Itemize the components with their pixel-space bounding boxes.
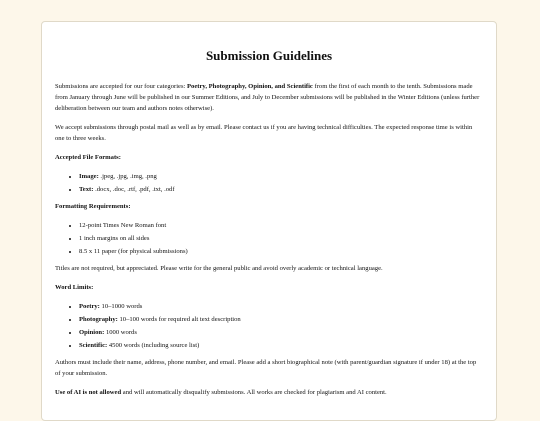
- list-item: [79, 171, 483, 182]
- list-item: • 8.5 x 11 paper (for physical submissions): [79, 246, 483, 257]
- list-item: [79, 340, 483, 351]
- list-item-label: Scientific:: [79, 342, 108, 349]
- intro-text-pre: Submissions are accepted for our four categories:: [55, 83, 188, 90]
- list-item: [79, 301, 483, 312]
- contact-paragraph: We accept submissions through postal mail as well as by email. Please contact us if you are having technical difficulties. The expected response time is within one to three weeks.: [55, 124, 473, 142]
- list-item-label: Text:: [79, 186, 94, 193]
- word-limits-heading: Word Limits:: [55, 284, 94, 291]
- titles-paragraph: Titles are not required, but appreciated. Please write for the general public and avoid overly academic or technical language.: [55, 265, 383, 272]
- list-item: [79, 184, 483, 195]
- list-item-value: .docx, .doc, .rtf, .pdf, .txt, .odf: [93, 186, 175, 193]
- list-item-label: Opinion:: [79, 329, 105, 336]
- file-formats-heading: Accepted File Formats:: [55, 154, 121, 161]
- list-item-value: .jpeg, .jpg, .img, .png: [98, 173, 157, 180]
- word-limits-list: [55, 301, 483, 351]
- formatting-heading: Formatting Requirements:: [55, 203, 131, 210]
- list-item: • 1 inch margins on all sides: [79, 233, 483, 244]
- intro-text-post: from the first of each month to the tenth. Submissions made from January through June will be published in our Summer Editions, and July to December submissions will be published in the Winter Editions (unless further deliberation between our team and authors notes otherwise).: [55, 83, 480, 112]
- author-info-paragraph: Authors must include their name, address, phone number, and email. Please add a short biographical note (with parent/guardian signature if under 18) at the top of your submission.: [55, 359, 477, 377]
- list-item-value: 4500 words (including source list): [107, 342, 200, 349]
- list-item-value: 10–1000 words: [99, 303, 143, 310]
- intro-categories: Poetry, Photography, Opinion, and Scientific: [187, 83, 313, 90]
- ai-policy-bold: Use of AI is not allowed: [55, 389, 122, 396]
- list-item: [79, 327, 483, 338]
- list-item: [79, 314, 483, 325]
- list-item-value: 10–100 words for required alt text description: [117, 316, 241, 323]
- ai-policy-text: and will automatically disqualify submissions. All works are checked for plagiarism and AI content.: [121, 389, 387, 396]
- list-item-value: 1000 words: [104, 329, 137, 336]
- guidelines-card: [41, 21, 497, 421]
- list-item-label: Poetry:: [79, 303, 100, 310]
- ai-policy-paragraph: [55, 387, 483, 398]
- formatting-list: [55, 220, 483, 257]
- page-title: Submission Guidelines: [205, 48, 333, 63]
- intro-paragraph: [55, 81, 483, 114]
- file-formats-list: [55, 171, 483, 195]
- list-item: • 12-point Times New Roman font: [79, 220, 483, 231]
- list-item-label: Photography:: [79, 316, 118, 323]
- list-item-label: Image:: [79, 173, 99, 180]
